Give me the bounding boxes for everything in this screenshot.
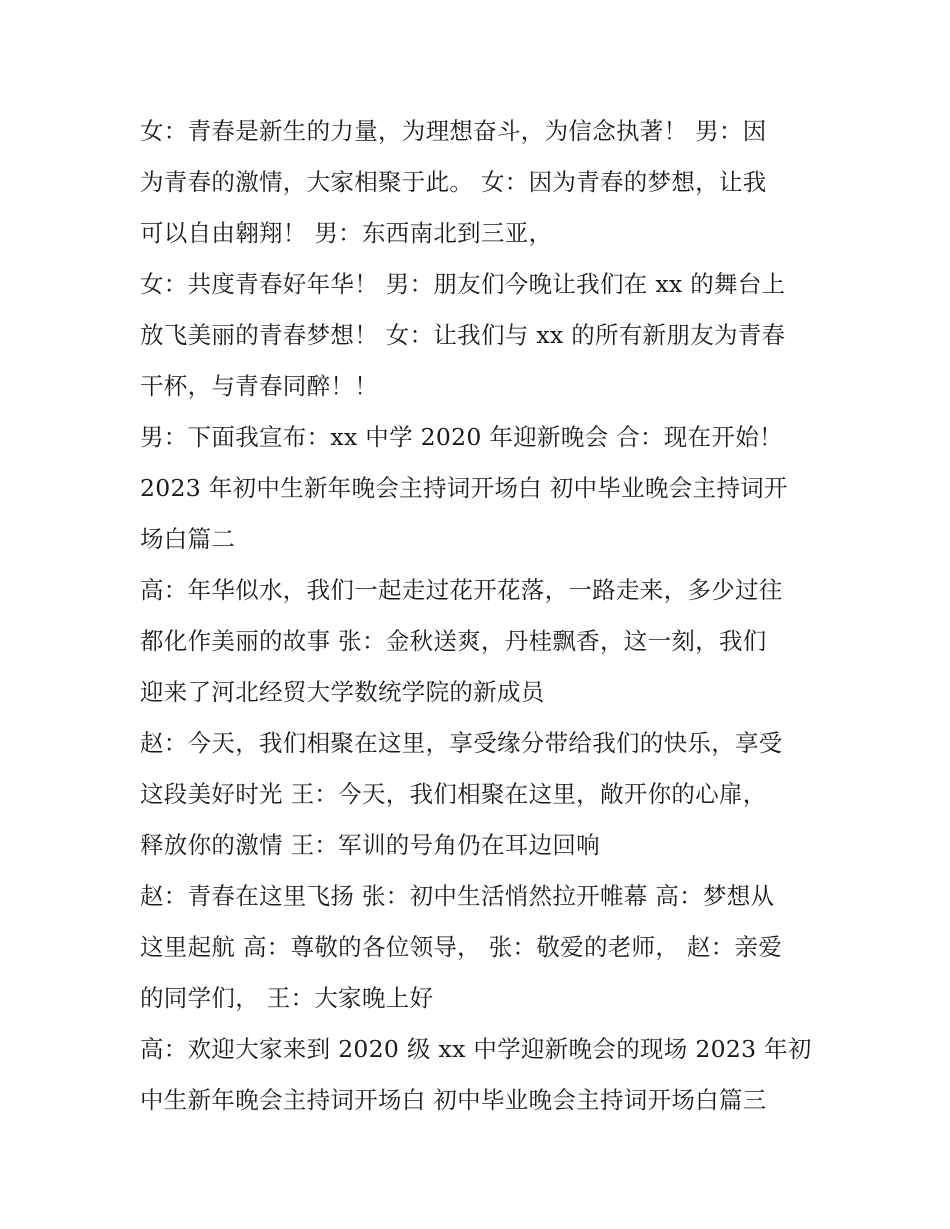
text-line: 可以自由翱翔！ 男：东西南北到三亚， [140,219,553,247]
text-line: 高：欢迎大家来到 2020 级 xx 中学迎新晚会的现场 2023 年初 [140,1035,812,1063]
text-line: 2023 年初中生新年晚会主持词开场白 初中毕业晚会主持词开 [140,474,788,502]
text-line: 中生新年晚会主持词开场白 初中毕业晚会主持词开场白篇三 [140,1086,767,1114]
text-line: 都化作美丽的故事 张：金秋送爽，丹桂飘香，这一刻，我们 [140,627,767,655]
text-line: 这里起航 高：尊敬的各位领导， 张：敬爱的老师， 赵：亲爱 [140,933,783,961]
text-line: 干杯，与青春同醉！！ [140,372,378,400]
text-line: 的同学们， 王：大家晚上好 [140,984,434,1012]
text-line: 赵：今天，我们相聚在这里，享受缘分带给我们的快乐，享受 [140,729,783,757]
text-line: 迎来了河北经贸大学数统学院的新成员 [140,678,545,706]
text-line: 女：青春是新生的力量，为理想奋斗，为信念执著！ 男：因 [140,117,767,145]
text-line: 场白篇二 [140,525,236,553]
text-line: 这段美好时光 王：今天，我们相聚在这里，敞开你的心扉， [140,780,767,808]
text-line: 放飞美丽的青春梦想！ 女：让我们与 xx 的所有新朋友为青春 [140,321,786,349]
document-body [140,106,820,1126]
text-line: 高：年华似水，我们一起走过花开花落，一路走来，多少过往 [140,576,783,604]
text-line: 释放你的激情 王：军训的号角仍在耳边回响 [140,831,600,859]
text-line: 男：下面我宣布：xx 中学 2020 年迎新晚会 合：现在开始！ [140,423,783,451]
text-line: 女：共度青春好年华！ 男：朋友们今晚让我们在 xx 的舞台上 [140,270,786,298]
text-line: 赵：青春在这里飞扬 张：初中生活悄然拉开帷幕 高：梦想从 [140,882,775,910]
text-line: 为青春的激情，大家相聚于此。 女：因为青春的梦想，让我 [140,168,767,196]
